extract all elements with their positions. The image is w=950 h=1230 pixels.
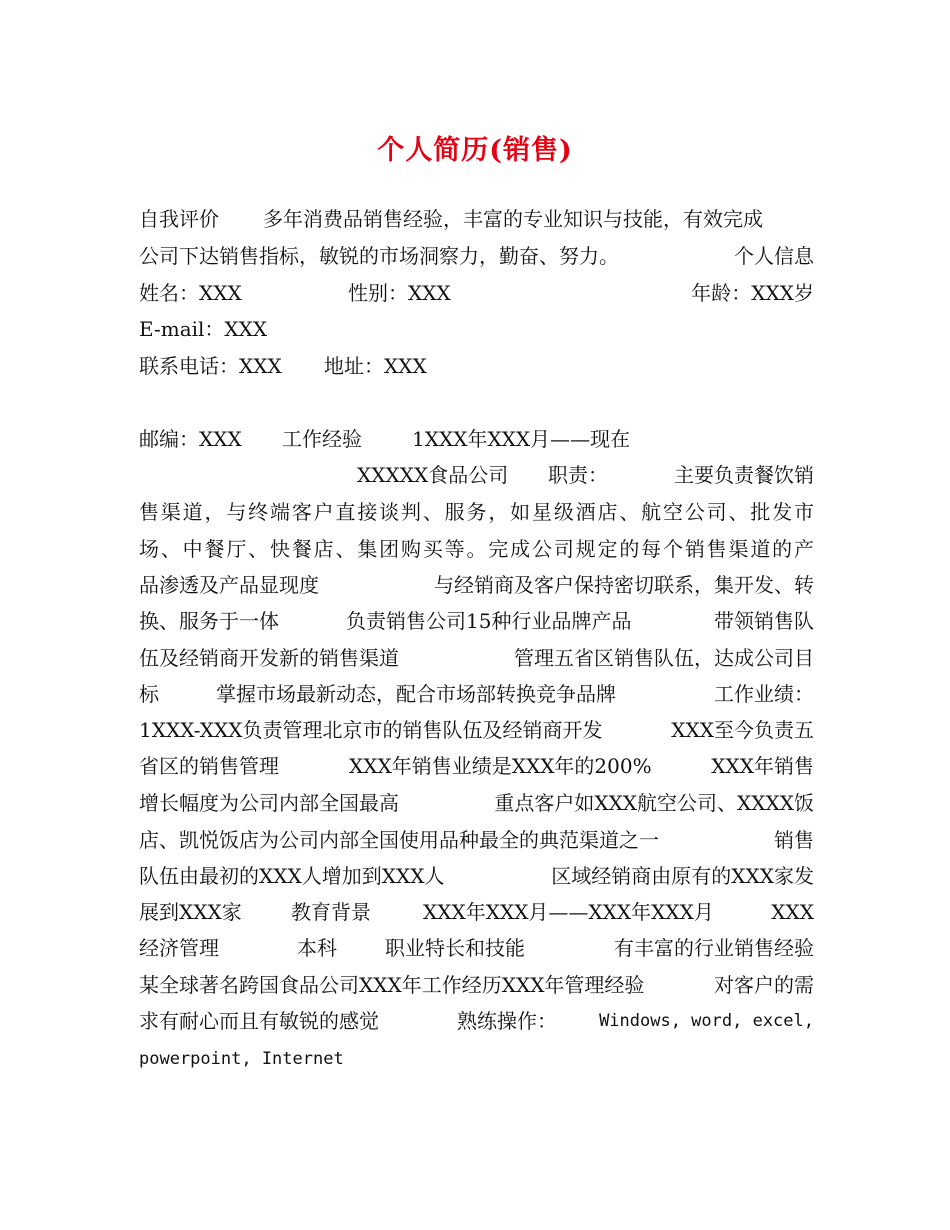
age-field: 年龄：XXX岁 (691, 281, 814, 305)
body-text: 多年消费品销售经验，丰富的专业知识与技能，有效完成 (263, 207, 763, 231)
body-text: 对客户的需 (714, 973, 814, 997)
work-period: 1XXX年XXX月——现在 (412, 427, 631, 451)
section-label-education: 教育背景 (291, 900, 371, 924)
body-text: 某全球著名跨国食品公司XXX年工作经历XXX年管理经验 (139, 973, 645, 997)
zip-field: 邮编：XXX (139, 427, 242, 451)
body-text: XXX年销售 (711, 754, 814, 778)
major: 经济管理 (139, 936, 219, 960)
section-label-achievements: 工作业绩： (714, 682, 814, 706)
body-text: 公司下达销售指标，敏锐的市场洞察力，勤奋、努力。 (139, 244, 619, 268)
body-text: 管理五省区销售队伍，达成公司目 (514, 646, 814, 670)
text-line (139, 603, 814, 639)
body-text: 熟练操作： (457, 1009, 557, 1033)
company-line (139, 457, 814, 493)
text-line: 场、中餐厅、快餐店、集团购买等。完成公司规定的每个销售渠道的产 (139, 537, 814, 561)
section-label-skills: 职业特长和技能 (385, 936, 525, 960)
text-line (139, 785, 814, 821)
text-line (139, 1039, 814, 1075)
text-line (139, 712, 814, 748)
degree: 本科 (297, 936, 337, 960)
body-text: 与经销商及客户保持密切联系，集开发、转 (434, 573, 814, 597)
body-text: XXX (771, 900, 814, 924)
body-text: 重点客户如XXX航空公司、XXXX饭 (494, 791, 814, 815)
text-line (139, 1003, 814, 1039)
section-label-self-evaluation: 自我评价 (139, 207, 219, 231)
education-line (139, 894, 814, 930)
text-line (139, 238, 814, 274)
body-text: 带领销售队 (714, 609, 814, 633)
body-text: 主要负责餐饮销 (674, 463, 814, 487)
gender-field: 性别：XXX (348, 281, 451, 305)
body-text: 省区的销售管理 (139, 754, 279, 778)
text-line (139, 676, 814, 712)
phone-field: 联系电话：XXX (139, 354, 282, 378)
text-line (139, 640, 814, 676)
email-field: E-mail：XXX (139, 317, 268, 341)
address-field: 地址：XXX (324, 354, 427, 378)
text-line: 售渠道，与终端客户直接谈判、服务，如星级酒店、航空公司、批发市 (139, 500, 814, 524)
body-text: XXX至今负责五 (671, 718, 814, 742)
body-text: 负责销售公司15种行业品牌产品 (346, 609, 632, 633)
body-text: 掌握市场最新动态，配合市场部转换竞争品牌 (216, 682, 616, 706)
body-text: 增长幅度为公司内部全国最高 (139, 791, 399, 815)
body-text: 1XXX-XXX负责管理北京市的销售队伍及经销商开发 (139, 718, 603, 742)
body-text: Windows, word, excel, (599, 1011, 814, 1031)
body-text: 展到XXX家 (139, 900, 242, 924)
body-text: 销售 (774, 828, 814, 852)
body-text: 区域经销商由原有的XXX家发 (551, 864, 814, 888)
body-text: powerpoint, Internet (139, 1049, 344, 1069)
zip-line (139, 421, 814, 457)
email-line (139, 311, 814, 347)
personal-info-line (139, 275, 814, 311)
company-name: XXXXX食品公司 (357, 463, 509, 487)
page-title: 个人简历(销售) (377, 135, 573, 166)
education-period: XXX年XXX月——XXX年XXX月 (423, 900, 714, 924)
text-line (139, 858, 814, 894)
section-label-personal-info: 个人信息 (734, 244, 814, 268)
self-evaluation-line (139, 201, 814, 237)
name-field: 姓名：XXX (139, 281, 242, 305)
body-text: 标 (139, 682, 159, 706)
text-line (139, 822, 814, 858)
section-label-work-experience: 工作经验 (282, 427, 362, 451)
body-text: 店、凯悦饭店为公司内部全国使用品种最全的典范渠道之一 (139, 828, 659, 852)
body-text: 求有耐心而且有敏锐的感觉 (139, 1009, 379, 1033)
body-text: 伍及经销商开发新的销售渠道 (139, 646, 399, 670)
text-line (139, 748, 814, 784)
body-text: 有丰富的行业销售经验 (614, 936, 814, 960)
body-text: 队伍由最初的XXX人增加到XXX人 (139, 864, 445, 888)
contact-line (139, 348, 814, 384)
text-line (139, 967, 814, 1003)
text-line (139, 567, 814, 603)
body-text: 品渗透及产品显现度 (139, 573, 319, 597)
body-text: 换、服务于一体 (139, 609, 279, 633)
education-line (139, 930, 814, 966)
body-text: XXX年销售业绩是XXX年的200% (349, 754, 652, 778)
duty-label: 职责： (548, 463, 608, 487)
